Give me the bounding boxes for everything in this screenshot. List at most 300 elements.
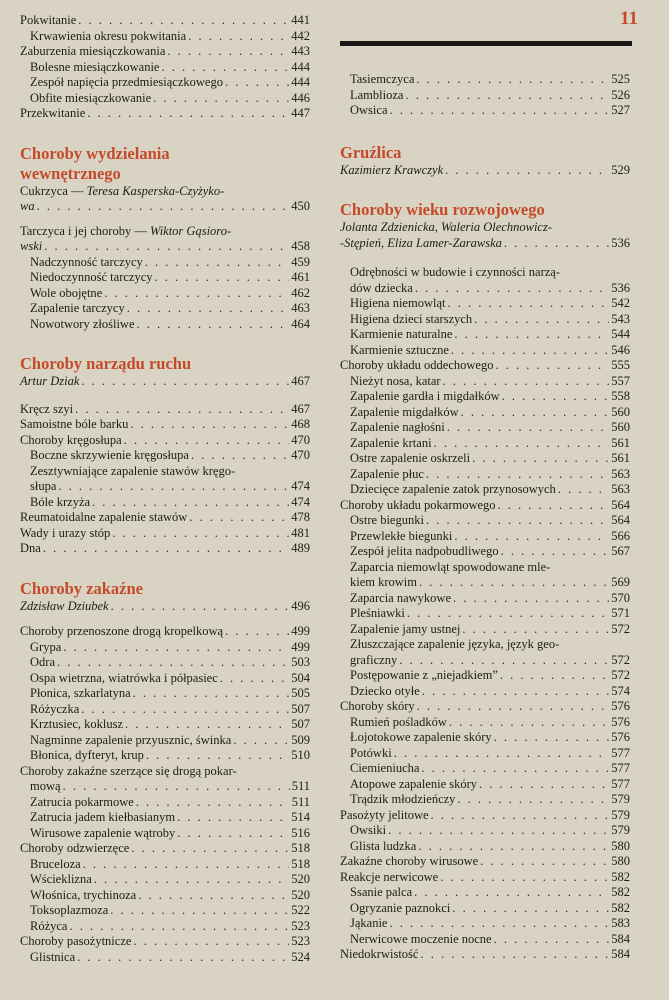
dev-list-a [340,296,630,560]
toc-entry [340,715,630,731]
page-ref: 509 [291,732,310,747]
toc-entry [340,792,630,808]
entry-text: mową [30,779,61,793]
entry-text: Zakaźne choroby wirusowe [340,854,479,868]
toc-entry [340,777,630,793]
page-ref: 507 [291,717,310,731]
toc-entry [340,746,630,762]
toc-entry [20,526,310,542]
page-ref: 444 [291,59,310,74]
entry-text: Zapalenie jamy ustnej [350,621,461,636]
toc-entry [20,106,310,122]
page-ref: 499 [291,639,310,654]
right-column [340,72,630,963]
entry-text: Ostre zapalenie oskrzeli [350,451,471,465]
entry-text: Choroby pasożytnicze [20,934,132,948]
entry-text: Tasiemczyca [350,72,415,86]
page-ref: 529 [611,162,630,177]
page-ref: 566 [611,528,630,543]
entry-text: Obfite miesiączkowanie [30,90,152,105]
page-ref: 447 [291,106,310,120]
toc-entry [20,433,310,449]
entry-text: Przekwitanie [20,106,86,120]
page-ref: 464 [291,316,310,331]
toc-entry [20,255,310,271]
toc-entry [20,919,310,935]
entry-text: Krwawienia okresu pokwitania [30,28,187,43]
toc-entry [20,686,310,702]
page-ref: 443 [291,44,310,58]
toc-entry [20,495,310,511]
toc-entry [20,624,310,640]
entry-text: Niedokrwistość [340,947,419,961]
entry-text: Odra [30,655,55,669]
page-ref: 468 [291,417,310,431]
page-ref: 560 [611,404,630,419]
page-ref: 542 [611,296,630,310]
entry-text: Samoistne bóle barku [20,417,129,431]
motion-list-b [20,495,310,557]
toc-entry [20,872,310,888]
page-ref: 525 [611,72,630,86]
entry-text: Ostre biegunki [350,513,424,527]
page-ref: 503 [291,655,310,669]
toc-entry [340,761,630,777]
page-ref: 560 [611,420,630,434]
entry-text: Choroby odzwierzęce [20,841,130,855]
toc-entry-author-dziubek [20,599,310,615]
entry-text: Zaparcia nawykowe [350,590,451,605]
entry-text: kiem krowim [350,575,418,589]
entry-text: Zatrucia pokarmowe [30,794,134,809]
entry-text: Bolesne miesiączkowanie [30,59,160,74]
entry-text: Nieżyt nosa, katar [350,373,441,388]
page-ref: 511 [291,779,310,793]
page-ref: 520 [291,872,310,886]
page-ref: 450 [291,199,310,213]
toc-entry [340,544,630,560]
toc-entry [20,655,310,671]
page-number: 11 [620,8,638,29]
author-name: wa [20,199,35,213]
entry-text: Rumień pośladków [350,714,447,729]
toc-entry [20,903,310,919]
toc-entry [340,885,630,901]
toc-entry [340,327,630,343]
entry-text: Zaburzenia miesiączkowania [20,44,166,58]
toc-entry [340,622,630,638]
page-ref: 584 [611,947,630,961]
page-ref: 462 [291,285,310,300]
toc-entry [20,286,310,302]
entry-text: Cukrzyca — [20,183,87,198]
section-heading-dev: Choroby wieku rozwojowego [340,200,545,219]
toc-entry [340,343,630,359]
entry-text: Zapalenie krtani [350,435,432,450]
entry-text: Dziecko otyłe [350,683,420,698]
entry-text: Jąkanie [350,916,388,930]
page-ref: 507 [291,701,310,716]
toc-entry [20,510,310,526]
section-heading-endocrine-cont: wewnętrznego [20,163,121,183]
page-ref: 458 [291,239,310,253]
endocrine-list [20,255,310,333]
intro-list [20,13,310,122]
entry-text: Wole obojętne [30,285,103,300]
page-ref: 577 [611,776,630,791]
entry-text: Nerwicowe moczenie nocne [350,931,492,946]
entry-text: Zapalenie gardła i migdałków [350,389,500,403]
entry-text: Lamblioza [350,87,404,102]
toc-entry [340,854,630,870]
entry-text: Łojotokowe zapalenie skóry [350,730,492,744]
page-ref: 499 [291,624,310,638]
page-ref: 523 [291,918,310,933]
toc-entry [340,823,630,839]
toc-entry-dev-authors-cont [340,236,630,252]
entry-text: Tarczyca i jej choroby — [20,223,150,238]
toc-entry [20,13,310,29]
toc-entry [20,301,310,317]
toc-entry [340,808,630,824]
entry-text: Nowotwory złośliwe [30,316,135,331]
entry-text: Karmienie naturalne [350,327,453,341]
toc-entry [340,839,630,855]
page-ref: 583 [611,916,630,930]
toc-entry [340,436,630,452]
author-name: wski [20,239,43,253]
page-ref: 478 [291,510,310,524]
entry-text: Zespół napięcia przedmiesiączkowego [30,75,223,89]
toc-entry [20,950,310,966]
toc-entry-odr-cont [340,281,630,297]
page-ref: 459 [291,254,310,269]
entry-text: Choroby przenoszone drogą kropelkową [20,624,224,638]
entry-text: Choroby kręgosłupa [20,432,122,447]
page-ref: 558 [611,389,630,403]
toc-entry [340,389,630,405]
page-ref: 572 [611,668,630,682]
page-ref: 574 [611,683,630,698]
entry-text: Krztusiec, koklusz [30,717,124,731]
entry-text: Boczne skrzywienie kręgosłupa [30,448,189,462]
page-ref: 516 [291,825,310,840]
entry-text: Pleśniawki [350,606,405,620]
page-ref: 467 [291,401,310,416]
toc-entry-zlu-cont [340,653,630,669]
page-ref: 579 [611,792,630,806]
entry-text: Atopowe zapalenie skóry [350,776,478,791]
toc-entry-cukrzyca-cont [20,199,310,215]
toc-entry [20,934,310,950]
toc-entry [340,312,630,328]
toc-entry [20,857,310,873]
toc-entry-zzsk: Zesztywniające zapalenie stawów kręgo- [30,463,236,478]
toc-entry-zap: Zaparcia niemowląt spowodowane mle- [350,559,551,574]
page-ref: 555 [611,358,630,372]
toc-entry [20,402,310,418]
toc-entry [340,451,630,467]
section-heading-motion: Choroby narządu ruchu [20,354,192,373]
page-ref: 522 [291,903,310,917]
entry-text: Wady i urazy stóp [20,525,111,540]
page-ref: 582 [611,869,630,884]
page-ref: 564 [611,497,630,512]
toc-entry [340,103,630,119]
entry-text: Ogryzanie paznokci [350,900,451,915]
page-ref: 571 [611,606,630,620]
toc-entry-zap-cont [340,575,630,591]
toc-entry [20,795,310,811]
page-ref: 580 [611,854,630,868]
toc-entry [20,748,310,764]
toc-entry [340,498,630,514]
page-ref: 580 [611,838,630,853]
author-name: Kazimierz Krawczyk [340,162,444,177]
page-ref: 579 [611,823,630,837]
entry-text: Trądzik młodzieńczy [350,792,456,806]
page-ref: 526 [611,87,630,102]
toc-entry-cukrzyca [20,184,310,200]
toc-entry [340,467,630,483]
page-ref: 463 [291,301,310,315]
entry-text: Karmienie sztuczne [350,342,449,357]
page-ref: 561 [611,435,630,450]
page-ref: 520 [291,887,310,902]
page-ref: 514 [291,810,310,824]
entry-text: Choroby skóry [340,699,415,713]
page-ref: 441 [291,13,310,27]
header-rule [340,41,632,46]
page-ref: 536 [611,280,630,295]
entry-text: Różyczka [30,701,80,716]
entry-text: Zapalenie nagłośni [350,420,445,434]
entry-text: Postępowanie z „niejadkiem” [350,668,498,682]
page-ref: 481 [291,525,310,540]
toc-entry [340,405,630,421]
page-ref: 461 [291,270,310,284]
entry-text: Wirusowe zapalenie wątroby [30,825,176,840]
toc-entry [20,702,310,718]
page-ref: 577 [611,745,630,760]
toc-entry [340,901,630,917]
toc-entry [20,44,310,60]
page-ref: 572 [611,652,630,667]
page-ref: 504 [291,670,310,685]
toc-entry [20,841,310,857]
page-ref: 489 [291,541,310,555]
toc-entry-author-krawczyk [340,163,630,179]
entry-text: Reumatoidalne zapalenie stawów [20,510,188,524]
toc-entry [340,870,630,886]
page-ref: 561 [611,451,630,465]
toc-entry [20,91,310,107]
toc-entry [340,296,630,312]
author-name: -Stępień, Eliza Lamer-Zarawska [340,235,502,250]
toc-entry-zlu: Złuszczające zapalenie języka, język geo- [350,637,560,651]
entry-text: Zapalenie płuc [350,466,424,481]
entry-text: Bruceloza [30,856,81,871]
entry-text: Włośnica, trychinoza [30,887,137,902]
author-name: Artur Dziak [20,374,80,388]
page-ref: 474 [291,479,310,493]
entry-text: Zespół jelita nadpobudliwego [350,544,499,558]
toc-entry [340,606,630,622]
page-ref: 557 [611,373,630,388]
entry-text: graficzny [350,652,398,667]
dev-list-c [340,668,630,963]
left-column [20,13,310,965]
toc-entry [340,947,630,963]
toc-entry [340,591,630,607]
page-ref: 576 [611,714,630,729]
toc-entry [20,417,310,433]
toc-entry [340,374,630,390]
dev-list-b [340,591,630,638]
entry-text: słupa [30,479,57,493]
author-name: Teresa Kasperska-Czyżyko- [86,183,225,198]
entry-text: Owsiki [350,823,387,837]
page-ref: 569 [611,575,630,589]
author-name: Zdzisław Dziubek [20,598,109,613]
toc-entry [20,75,310,91]
entry-text: Zatrucia jadem kiełbasianym [30,810,176,824]
toc-entry [340,513,630,529]
entry-text: Potówki [350,745,392,760]
page-ref: 577 [611,761,630,775]
page-ref: 546 [611,342,630,357]
entry-text: Reakcje nerwicowe [340,869,439,884]
entry-text: Ospa wietrzna, wiatrówka i półpasiec [30,670,218,685]
page-ref: 584 [611,931,630,946]
entry-text: Dna [20,541,41,555]
entry-text: Ssanie palca [350,885,413,899]
entry-text: Nagminne zapalenie przyusznic, świnka [30,732,232,747]
page-ref: 518 [291,841,310,855]
toc-entry [340,529,630,545]
page-ref: 446 [291,90,310,105]
toc-entry [340,358,630,374]
toc-entry [20,888,310,904]
entry-text: Zapalenie migdałków [350,404,459,419]
page-ref: 564 [611,513,630,527]
entry-text: Higiena dzieci starszych [350,311,473,326]
entry-text: Choroby układu pokarmowego [340,497,496,512]
entry-text: Toksoplazmoza [30,903,109,917]
toc-entry [340,482,630,498]
entry-text: Przewlekłe biegunki [350,528,453,543]
page-ref: 582 [611,900,630,915]
toc-entry-zzsk-cont [20,479,310,495]
toc-entry [340,916,630,932]
page-ref: 511 [291,794,310,809]
author-name: Wiktor Gąsioro- [149,223,232,238]
entry-text: Różyca [30,918,68,933]
page-ref: 567 [611,544,630,558]
entry-text: Wścieklizna [30,872,92,886]
toc-entry [20,29,310,45]
page-ref: 496 [291,598,310,613]
page-ref: 510 [291,748,310,762]
motion-list-a [20,402,310,464]
entry-text: Pokwitanie [20,13,77,27]
page-ref: 527 [611,103,630,117]
entry-text: Kręcz szyi [20,401,74,416]
entry-text: Nadczynność tarczycy [30,254,143,269]
page-ref: 576 [611,730,630,744]
toc-entry [340,699,630,715]
right-top-list [340,72,630,119]
page-ref: 467 [291,374,310,388]
entry-text: Higiena niemowląt [350,296,446,310]
toc-entry [340,72,630,88]
page-ref: 444 [291,75,310,89]
entry-text: Glistnica [30,949,76,964]
toc-entry [20,640,310,656]
entry-text: Błonica, dyfteryt, krup [30,748,144,762]
entry-text: Ciemieniucha [350,761,420,775]
toc-entry [20,270,310,286]
entry-text: Płonica, szkarlatyna [30,686,131,700]
toc-entry [340,684,630,700]
page-ref: 470 [291,448,310,462]
entry-text: Pasożyty jelitowe [340,807,429,822]
entry-text: Grypa [30,639,62,654]
toc-entry [20,60,310,76]
page-ref: 570 [611,590,630,605]
entry-text: Zapalenie tarczycy [30,301,125,315]
toc-entry-zszerz-cont [20,779,310,795]
toc-entry [20,317,310,333]
page-ref: 523 [291,934,310,948]
toc-entry [20,448,310,464]
page-ref: 576 [611,699,630,713]
toc-entry-tarczyca-cont [20,239,310,255]
toc-entry [20,717,310,733]
page-ref: 442 [291,28,310,43]
toc-entry [20,671,310,687]
page-ref: 563 [611,466,630,481]
toc-entry-zszerz: Choroby zakaźne szerzące się drogą pokar- [20,763,237,778]
toc-entry-tarczyca [20,224,310,240]
page-ref: 518 [291,856,310,871]
entry-text: Niedoczynność tarczycy [30,270,153,284]
entry-text: Choroby układu oddechowego [340,358,494,372]
toc-entry [20,826,310,842]
section-heading-endocrine: Choroby wydzielania [20,143,170,163]
page-ref: 544 [611,327,630,341]
toc-entry [20,733,310,749]
section-heading-tb: Gruźlica [340,142,402,162]
toc-entry [20,810,310,826]
page-ref: 563 [611,482,630,496]
page-ref: 505 [291,686,310,700]
toc-entry [20,541,310,557]
page-ref: 572 [611,621,630,636]
page-ref: 470 [291,432,310,447]
toc-entry [340,668,630,684]
section-heading-infectious: Choroby zakaźne [20,578,143,598]
infectious-list-a [20,624,310,764]
infectious-list-b [20,795,310,966]
entry-text: Owsica [350,103,388,117]
entry-text: Glista ludzka [350,838,417,853]
page-ref: 474 [291,494,310,509]
page-ref: 524 [291,949,310,964]
entry-text: dów dziecka [350,280,413,295]
toc-entry-dev-authors: Jolanta Zdzienicka, Waleria Olechnowicz- [340,220,553,234]
toc-entry [340,932,630,948]
